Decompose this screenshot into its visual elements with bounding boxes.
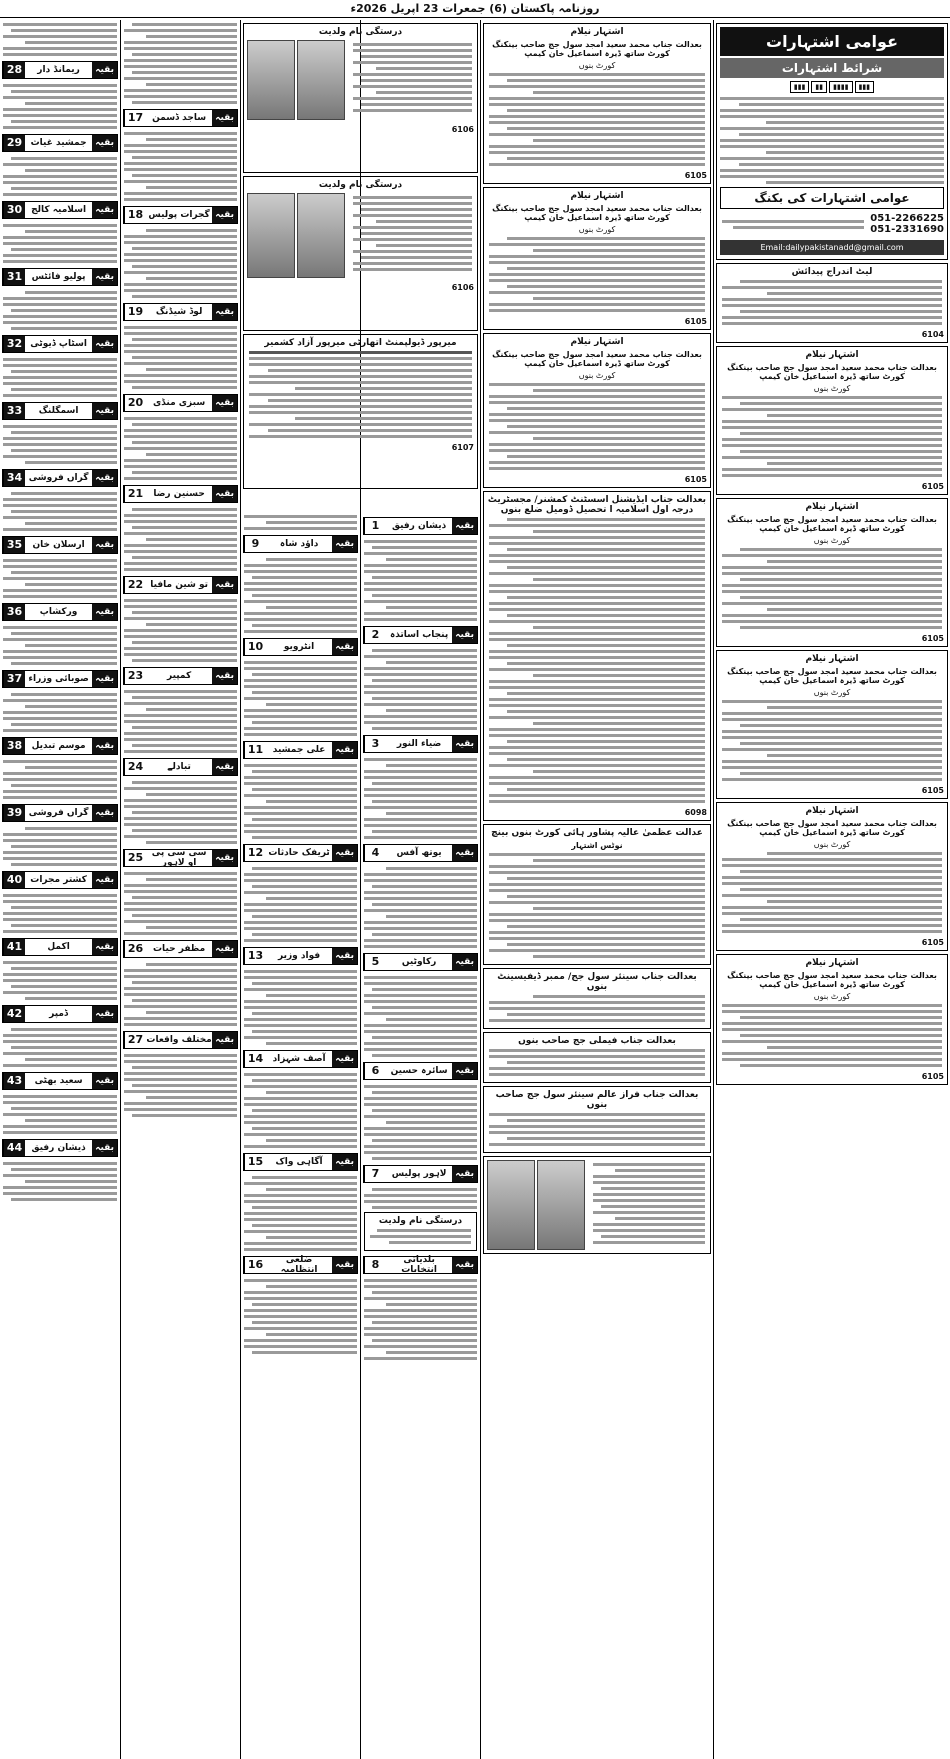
photo-man-1 — [487, 1160, 535, 1250]
baqia-title: بلدیاتی انتخابات — [401, 1255, 437, 1275]
phone-2: 051-2331690 — [870, 224, 944, 235]
photo-man — [247, 40, 295, 120]
name-change-photo-notice — [483, 1156, 711, 1254]
baqia-label: بقیہ — [332, 1154, 357, 1170]
baqia-heading — [2, 268, 118, 286]
baqia-label: بقیہ — [212, 577, 237, 593]
name-change-notice-3 — [364, 1212, 477, 1251]
baqia-number: 30 — [3, 202, 25, 218]
column-3 — [241, 512, 360, 1759]
baqia-title: مظفر حیات — [153, 944, 206, 954]
notice-title: درستگی نام ولدیت — [318, 180, 403, 190]
baqia-label: بقیہ — [452, 1166, 477, 1182]
baqia-number: 9 — [244, 536, 266, 552]
baqia-title: رکاوٹیں — [401, 957, 437, 967]
name-change-notice-2 — [243, 176, 478, 331]
family-judge-notice-2 — [483, 1086, 711, 1153]
baqia-number: 25 — [124, 850, 146, 866]
notice-title: اشتہار نیلام — [805, 350, 859, 360]
baqia-heading — [123, 485, 238, 503]
baqia-number: 11 — [244, 742, 266, 758]
baqia-title: سائرہ حسین — [390, 1066, 448, 1076]
baqia-title: آگاہی واک — [275, 1157, 323, 1167]
baqia-heading — [363, 517, 478, 535]
notice-court-sub: کورٹ بنوں — [813, 688, 851, 697]
baqia-number: 27 — [124, 1032, 146, 1048]
baqia-heading — [123, 394, 238, 412]
baqia-label: بقیہ — [332, 742, 357, 758]
baqia-heading — [123, 667, 238, 685]
notice-court-sub: کورٹ بنوں — [813, 840, 851, 849]
notice-code: 6105 — [921, 1072, 944, 1081]
family-judge-notice — [483, 1032, 711, 1083]
notice-title: بعدالت جناب فراز عالم سینئر سول جج صاحب بنوں — [495, 1090, 699, 1110]
court-auction-notice — [716, 498, 948, 647]
notice-court-sub: کورٹ بنوں — [813, 992, 851, 1001]
baqia-label: بقیہ — [92, 1006, 117, 1022]
baqia-label: بقیہ — [92, 738, 117, 754]
baqia-number: 5 — [364, 954, 386, 970]
notice-court-sub: کورٹ بنوں — [578, 225, 616, 234]
baqia-label: بقیہ — [332, 639, 357, 655]
baqia-label: بقیہ — [452, 736, 477, 752]
baqia-title: ضلعی انتظامیہ — [280, 1255, 318, 1275]
baqia-number: 43 — [3, 1073, 25, 1089]
baqia-label: بقیہ — [92, 269, 117, 285]
baqia-heading — [123, 1031, 238, 1049]
baqia-title: ساجد ڈسمن — [152, 113, 207, 123]
baqia-title: داؤد شاہ — [279, 539, 319, 549]
baqia-number: 17 — [124, 110, 146, 126]
baqia-heading — [363, 1062, 478, 1080]
notice-code: 6104 — [921, 330, 944, 339]
baqia-label: بقیہ — [92, 671, 117, 687]
baqia-title: سی سی پی او لاہور — [151, 848, 207, 868]
baqia-label: بقیہ — [212, 486, 237, 502]
baqia-heading — [2, 804, 118, 822]
baqia-title: ریمانڈ دار — [37, 65, 80, 75]
baqia-heading — [2, 201, 118, 219]
baqia-heading — [2, 670, 118, 688]
baqia-heading — [363, 626, 478, 644]
baqia-number: 1 — [364, 518, 386, 534]
baqia-label: بقیہ — [92, 805, 117, 821]
baqia-number: 2 — [364, 627, 386, 643]
notice-title: بعدالت جناب ایڈیشنل اسسٹنٹ کمشنر/ مجسٹریٹ درجہ اول اسلامیہ ا تحصیل ڈومیل ضلع بنوں — [487, 495, 707, 515]
baqia-number: 44 — [3, 1140, 25, 1156]
baqia-number: 14 — [244, 1051, 266, 1067]
notice-code: 6098 — [684, 808, 707, 817]
notice-title: اشتہار نیلام — [805, 958, 859, 968]
baqia-number: 15 — [244, 1154, 266, 1170]
baqia-number: 36 — [3, 604, 25, 620]
baqia-number: 6 — [364, 1063, 386, 1079]
baqia-title: ضیاء النور — [396, 739, 442, 749]
column-classifieds — [714, 20, 950, 1759]
baqia-heading — [2, 402, 118, 420]
court-auction-notice — [483, 23, 711, 184]
baqia-label: بقیہ — [212, 395, 237, 411]
column-3-4-top — [241, 20, 480, 510]
classifieds-title: عوامی اشتہارات — [720, 27, 944, 56]
photo-man-2 — [537, 1160, 585, 1250]
photo-elder-man — [247, 193, 295, 278]
assistant-commissioner-notice — [483, 491, 711, 821]
notice-title: بعدالت جناب سینئر سول جج/ ممبر ڈیفیسینٹ بنوں — [497, 972, 697, 992]
baqia-heading — [2, 871, 118, 889]
notice-court-sub: کورٹ بنوں — [813, 384, 851, 393]
notice-title: اشتہار نیلام — [570, 337, 624, 347]
baqia-label: بقیہ — [212, 1032, 237, 1048]
baqia-title: گجرات پولیس — [148, 210, 210, 220]
baqia-heading — [363, 844, 478, 862]
baqia-number: 13 — [244, 948, 266, 964]
baqia-label: بقیہ — [212, 941, 237, 957]
baqia-title: تو شین مافیا — [150, 580, 208, 590]
baqia-number: 39 — [3, 805, 25, 821]
notice-title: عدالت عظمیٰ عالیہ پشاور ہائی کورٹ بنوں بینچ — [491, 828, 703, 838]
page-header: روزنامہ پاکستان (6) جمعرات 23 اپریل 2026ء — [0, 0, 950, 18]
baqia-number: 20 — [124, 395, 146, 411]
notice-court: بعدالت جناب محمد سعید امجد سول جج صاحب بینکنگ کورٹ ساتھ ڈیرہ اسماعیل خان کیمپ — [727, 819, 937, 837]
baqia-title: آصف شہزاد — [272, 1054, 326, 1064]
notice-code: 6106 — [451, 283, 474, 292]
baqia-number: 41 — [3, 939, 25, 955]
baqia-label: بقیہ — [212, 668, 237, 684]
notice-sub: نوٹس اشتہار — [571, 841, 623, 850]
notice-code: 6105 — [921, 482, 944, 491]
baqia-number: 34 — [3, 470, 25, 486]
baqia-heading — [243, 1153, 358, 1171]
baqia-label: بقیہ — [332, 845, 357, 861]
column-4 — [361, 512, 480, 1759]
baqia-title: انٹرویو — [283, 642, 315, 652]
baqia-title: مختلف واقعات — [146, 1035, 212, 1045]
baqia-heading — [123, 758, 238, 776]
baqia-heading — [123, 849, 238, 867]
baqia-heading — [2, 603, 118, 621]
column-court-notices — [481, 20, 713, 1759]
baqia-heading — [123, 940, 238, 958]
baqia-number: 24 — [124, 759, 146, 775]
baqia-title: فواد وزیر — [278, 951, 321, 961]
baqia-number: 40 — [3, 872, 25, 888]
notice-title: اشتہار نیلام — [805, 806, 859, 816]
baqia-heading — [243, 844, 358, 862]
civil-judge-notice — [483, 968, 711, 1029]
baqia-label: بقیہ — [212, 110, 237, 126]
baqia-label: بقیہ — [92, 135, 117, 151]
baqia-heading — [363, 953, 478, 971]
notice-title: اشتہار نیلام — [570, 191, 624, 201]
baqia-number: 37 — [3, 671, 25, 687]
notice-court: بعدالت جناب محمد سعید امجد سول جج صاحب بینکنگ کورٹ ساتھ ڈیرہ اسماعیل خان کیمپ — [727, 971, 937, 989]
baqia-number: 26 — [124, 941, 146, 957]
classifieds-box: عوامی اشتہارات شرائط اشتہارات ▮▮▮▮▮▮▮▮▮▮▮▮ عوامی اشتہارات کی بکنگ 051-2266225 051-2331690 Email:dailypakistanadd@gmail.com — [716, 23, 948, 260]
baqia-heading — [363, 1165, 478, 1183]
baqia-title: لاہور پولیس — [391, 1169, 447, 1179]
baqia-title: کشتر مجرات — [30, 875, 87, 885]
baqia-label: بقیہ — [92, 1140, 117, 1156]
court-auction-notice — [483, 333, 711, 488]
mirpur-notice — [243, 334, 478, 489]
baqia-number: 33 — [3, 403, 25, 419]
name-change-notice-1 — [243, 23, 478, 173]
baqia-title: سعید بھٹی — [34, 1076, 83, 1086]
baqia-heading — [243, 638, 358, 656]
baqia-heading — [243, 1050, 358, 1068]
column-1 — [0, 20, 120, 1759]
baqia-title: موسم تبدیل — [31, 741, 86, 751]
notice-code: 6105 — [921, 938, 944, 947]
baqia-number: 16 — [244, 1257, 266, 1273]
baqia-number: 21 — [124, 486, 146, 502]
notice-code: 6107 — [451, 443, 474, 452]
baqia-label: بقیہ — [452, 1257, 477, 1273]
notice-title: میرپور ڈیولپمنٹ اتھارٹی میرپور آزاد کشمیر — [264, 338, 457, 348]
baqia-number: 4 — [364, 845, 386, 861]
notice-code: 6105 — [684, 171, 707, 180]
baqia-title: حسنین رضا — [153, 489, 205, 499]
notice-title: درستگی نام ولدیت — [378, 1216, 463, 1226]
baqia-number: 23 — [124, 668, 146, 684]
baqia-title: جمشید غیاث — [30, 138, 87, 148]
baqia-heading — [2, 1072, 118, 1090]
baqia-title: صوبائی وزراء — [28, 674, 89, 684]
baqia-title: ارسلان خان — [32, 540, 85, 550]
notice-code: 6105 — [921, 786, 944, 795]
court-auction-notice — [716, 802, 948, 951]
baqia-title: پنجاب اساتذہ — [389, 630, 449, 640]
baqia-label: بقیہ — [92, 62, 117, 78]
baqia-number: 19 — [124, 304, 146, 320]
baqia-heading — [123, 303, 238, 321]
baqia-number: 42 — [3, 1006, 25, 1022]
court-auction-notice — [483, 187, 711, 330]
notice-court: بعدالت جناب محمد سعید امجد سول جج صاحب بینکنگ کورٹ ساتھ ڈیرہ اسماعیل خان کیمپ — [492, 204, 702, 222]
photo-young-man — [297, 193, 345, 278]
notice-court-sub: کورٹ بنوں — [578, 61, 616, 70]
baqia-title: اسٹاپ ڈیوٹی — [30, 339, 87, 349]
column-2 — [121, 20, 240, 1759]
court-auction-notice — [716, 346, 948, 495]
baqia-title: ذیشان رفیق — [391, 521, 447, 531]
baqia-heading — [123, 206, 238, 224]
notice-court-sub: کورٹ بنوں — [813, 536, 851, 545]
baqia-label: بقیہ — [332, 1051, 357, 1067]
baqia-heading — [243, 947, 358, 965]
baqia-heading — [2, 134, 118, 152]
baqia-label: بقیہ — [92, 336, 117, 352]
baqia-label: بقیہ — [452, 627, 477, 643]
baqia-number: 8 — [364, 1257, 386, 1273]
baqia-label: بقیہ — [332, 948, 357, 964]
baqia-label: بقیہ — [92, 470, 117, 486]
baqia-number: 18 — [124, 207, 146, 223]
baqia-heading — [363, 1256, 478, 1274]
phone-1: 051-2266225 — [870, 213, 944, 224]
baqia-number: 12 — [244, 845, 266, 861]
baqia-label: بقیہ — [212, 759, 237, 775]
notice-code: 6105 — [921, 634, 944, 643]
baqia-heading — [2, 469, 118, 487]
baqia-number: 31 — [3, 269, 25, 285]
baqia-title: گراں فروشی — [28, 808, 89, 818]
baqia-heading — [2, 1139, 118, 1157]
baqia-title: سبزی منڈی — [152, 398, 206, 408]
notice-title: درستگی نام ولدیت — [318, 27, 403, 37]
baqia-heading — [2, 536, 118, 554]
baqia-title: علی جمشید — [272, 745, 326, 755]
photo-woman — [297, 40, 345, 120]
notice-court-sub: کورٹ بنوں — [578, 371, 616, 380]
high-court-notice — [483, 824, 711, 965]
baqia-number: 38 — [3, 738, 25, 754]
baqia-title: ڈمپر — [49, 1009, 69, 1019]
notice-title: اشتہار نیلام — [805, 654, 859, 664]
baqia-title: ذیشان رفیق — [31, 1143, 86, 1153]
baqia-label: بقیہ — [452, 1063, 477, 1079]
notice-court: بعدالت جناب محمد سعید امجد سول جج صاحب بینکنگ کورٹ ساتھ ڈیرہ اسماعیل خان کیمپ — [492, 40, 702, 58]
baqia-title: گراں فروشی — [28, 473, 89, 483]
baqia-label: بقیہ — [92, 537, 117, 553]
baqia-label: بقیہ — [212, 304, 237, 320]
baqia-label: بقیہ — [452, 845, 477, 861]
notice-title: اشتہار نیلام — [570, 27, 624, 37]
baqia-label: بقیہ — [92, 604, 117, 620]
baqia-title: کمپیر — [166, 671, 192, 681]
baqia-heading — [123, 109, 238, 127]
baqia-label: بقیہ — [92, 939, 117, 955]
notice-title: لیٹ اندراج پیدائش — [791, 267, 873, 277]
baqia-heading — [123, 576, 238, 594]
notice-code: 6105 — [684, 317, 707, 326]
baqia-label: بقیہ — [332, 536, 357, 552]
baqia-heading — [2, 61, 118, 79]
baqia-title: لوڈ شیڈنگ — [155, 307, 203, 317]
baqia-label: بقیہ — [452, 954, 477, 970]
notice-court: بعدالت جناب محمد سعید امجد سول جج صاحب بینکنگ کورٹ ساتھ ڈیرہ اسماعیل خان کیمپ — [727, 667, 937, 685]
baqia-label: بقیہ — [92, 403, 117, 419]
court-auction-notice — [716, 650, 948, 799]
classifieds-subtitle: شرائط اشتہارات — [720, 58, 944, 78]
baqia-label: بقیہ — [92, 202, 117, 218]
baqia-number: 10 — [244, 639, 266, 655]
baqia-heading — [243, 741, 358, 759]
baqia-number: 3 — [364, 736, 386, 752]
baqia-heading — [243, 1256, 358, 1274]
baqia-title: ٹریفک حادثات — [268, 848, 330, 858]
baqia-label: بقیہ — [212, 850, 237, 866]
baqia-title: اکمل — [47, 942, 70, 952]
notice-code: 6105 — [684, 475, 707, 484]
baqia-title: پولیو فائٹس — [31, 272, 86, 282]
baqia-title: تبادلے — [167, 762, 191, 772]
baqia-number: 28 — [3, 62, 25, 78]
baqia-heading — [243, 535, 358, 553]
baqia-label: بقیہ — [452, 518, 477, 534]
contact-email: Email:dailypakistanadd@gmail.com — [720, 240, 944, 255]
baqia-label: بقیہ — [332, 1257, 357, 1273]
baqia-number: 35 — [3, 537, 25, 553]
court-auction-notice — [716, 954, 948, 1085]
baqia-number: 32 — [3, 336, 25, 352]
baqia-title: اسمگلنگ — [38, 406, 79, 416]
baqia-number: 22 — [124, 577, 146, 593]
baqia-label: بقیہ — [92, 1073, 117, 1089]
baqia-title: اسلامیہ کالج — [31, 205, 87, 215]
baqia-number: 29 — [3, 135, 25, 151]
notice-title: بعدالت جناب فیملی جج صاحب بنوں — [518, 1036, 676, 1046]
notice-court: بعدالت جناب محمد سعید امجد سول جج صاحب بینکنگ کورٹ ساتھ ڈیرہ اسماعیل خان کیمپ — [727, 363, 937, 381]
baqia-title: یوتھ آفس — [396, 848, 442, 858]
notice-court: بعدالت جناب محمد سعید امجد سول جج صاحب بینکنگ کورٹ ساتھ ڈیرہ اسماعیل خان کیمپ — [727, 515, 937, 533]
baqia-heading — [2, 335, 118, 353]
baqia-heading — [2, 737, 118, 755]
booking-title: عوامی اشتہارات کی بکنگ — [720, 187, 944, 209]
late-birth-notice — [716, 263, 948, 343]
notice-court: بعدالت جناب محمد سعید امجد سول جج صاحب بینکنگ کورٹ ساتھ ڈیرہ اسماعیل خان کیمپ — [492, 350, 702, 368]
baqia-number: 7 — [364, 1166, 386, 1182]
baqia-label: بقیہ — [212, 207, 237, 223]
baqia-heading — [2, 1005, 118, 1023]
baqia-heading — [2, 938, 118, 956]
baqia-label: بقیہ — [92, 872, 117, 888]
notice-code: 6106 — [451, 125, 474, 134]
notice-title: اشتہار نیلام — [805, 502, 859, 512]
baqia-heading — [363, 735, 478, 753]
baqia-title: ورکشاپ — [39, 607, 78, 617]
